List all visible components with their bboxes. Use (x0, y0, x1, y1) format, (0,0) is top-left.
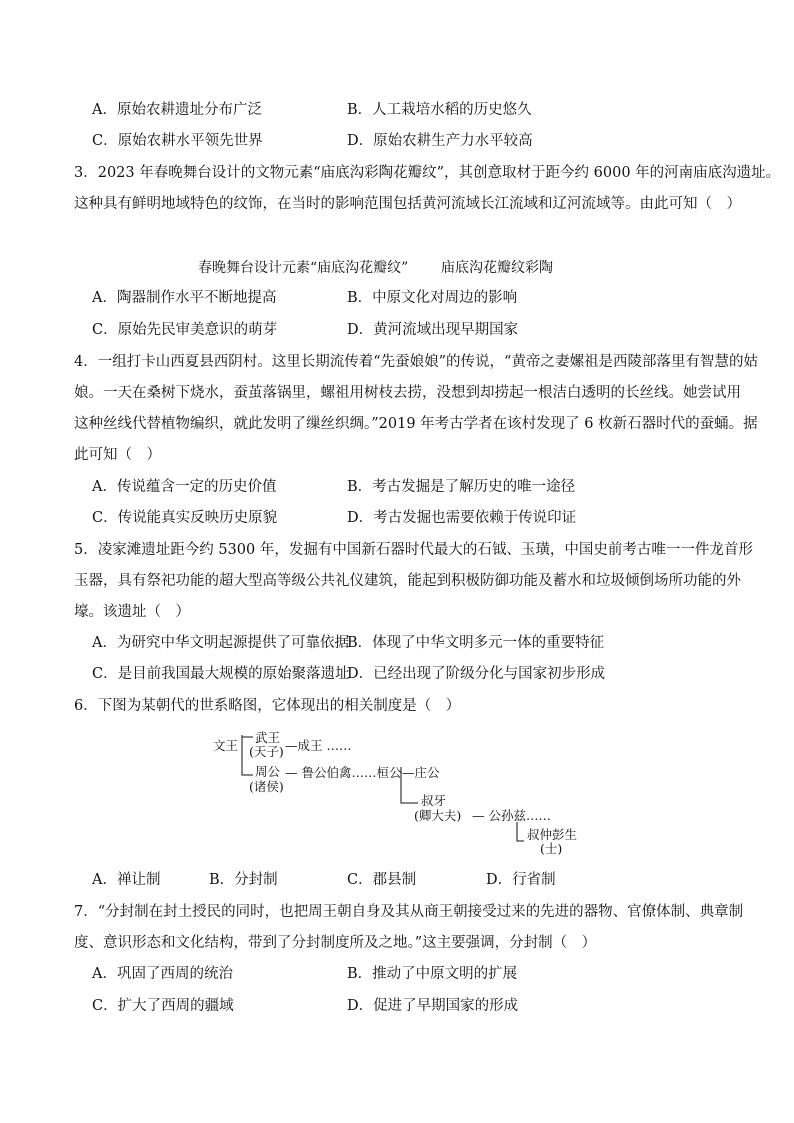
q3-option-c: C．原始先民审美意识的萌芽 (92, 322, 278, 338)
q5-stem-line-2: 玉器，具有祭祀功能的超大型高等级公共礼仪建筑，能起到积极防御功能及蓄水和垃圾倾倒场所功能的外 (74, 573, 741, 589)
q6-option-c: C．郡县制 (347, 872, 417, 888)
q4-option-a: A．传说蕴含一定的历史价值 (92, 479, 277, 495)
q2-option-d: D．原始农耕生产力水平较高 (347, 133, 533, 149)
q6-option-b: B．分封制 (209, 872, 278, 888)
connector-gongsun (517, 822, 524, 841)
node-wenwang: 文王 (213, 738, 239, 753)
node-tianzi: (天子) (249, 744, 284, 759)
q7-option-d: D．促进了早期国家的形成 (347, 998, 519, 1014)
q5-option-d: D．已经出现了阶级分化与国家初步形成 (347, 666, 606, 682)
q3-option-d: D．黄河流域出现早期国家 (347, 322, 519, 338)
q6-option-a: A．禅让制 (92, 872, 161, 888)
q2-option-c: C．原始农耕水平领先世界 (92, 133, 263, 149)
q3-stem-line-2: 这种具有鲜明地域特色的纹饰，在当时的影响范围包括黄河流域长江流域和辽河流域等。由此可知（ ） (74, 196, 741, 212)
q5-option-c: C．是目前我国最大规模的原始聚落遗址 (92, 666, 350, 682)
q4-stem-line-4: 此可知（ ） (74, 447, 161, 463)
node-zhuanggong: —庄公 (402, 765, 440, 780)
node-shuzhong: 叔仲彭生 (527, 827, 578, 842)
node-gongsun: — 公孙兹…… (472, 808, 551, 823)
q4-option-b: B．考古发掘是了解历史的唯一途径 (347, 479, 576, 495)
node-shuya: 叔牙 (421, 793, 447, 808)
q7-option-b: B．推动了中原文明的扩展 (347, 966, 518, 982)
q6-stem-line-1: 6．下图为某朝代的世系略图，它体现出的相关制度是（ ） (74, 698, 461, 714)
q3-option-a: A．陶器制作水平不断地提高 (92, 290, 277, 306)
q7-stem-line-1: 7．“分封制在封土授民的同时，也把周王朝自身及其从商王朝接受过来的先进的器物、官僚体制、典章制 (74, 904, 744, 920)
node-chengwang: —成王 …… (285, 738, 352, 753)
q5-stem-line-3: 壕。该遗址（ ） (74, 604, 190, 620)
node-qingdafu: (卿大夫) (414, 808, 462, 823)
node-lugong: — 鲁公伯禽……桓公 (285, 765, 402, 780)
q7-option-c: C．扩大了西周的疆域 (92, 998, 234, 1014)
node-zhuhou: (诸侯) (249, 779, 284, 794)
q5-stem-line-1: 5．凌家滩遗址距今约 5300 年，发掘有中国新石器时代最大的石钺、玉璜，中国史前考古唯一一件龙首形 (74, 542, 753, 558)
q5-option-a: A．为研究中华文明起源提供了可靠依据 (92, 635, 349, 651)
q4-option-d: D．考古发掘也需要依赖于传说印证 (347, 510, 577, 526)
q7-option-a: A．巩固了西周的统治 (92, 966, 233, 982)
q2-option-a: A．原始农耕遗址分布广泛 (92, 102, 262, 118)
genealogy-diagram (0, 725, 794, 855)
q3-stem-line-1: 3．2023 年春晚舞台设计的文物元素“庙底沟彩陶花瓣纹”，其创意取材于距今约 6000 年的河南庙底沟遗址。 (74, 165, 781, 181)
node-shi: (士) (540, 841, 563, 855)
q4-stem-line-2: 娘。一天在桑树下烧水，蚕茧落锅里，螺祖用树枝去捞，没想到却捞起一根洁白透明的长丝线。她尝试用 (74, 385, 741, 401)
q4-stem-line-3: 这种丝线代替植物编织，就此发明了缫丝织绸。”2019 年考古学者在该村发现了 6 枚新石器时代的蚕蛹。据 (74, 416, 758, 432)
q7-stem-line-2: 度、意识形态和文化结构，带到了分封制度所及之地。”这主要强调，分封制（ ） (74, 935, 597, 951)
q4-stem-line-1: 4．一组打卡山西夏县西阴村。这里长期流传着“先蚕娘娘”的传说，“黄帝之妻嫘祖是西陵部落里有智慧的姑 (74, 354, 758, 370)
q3-option-b: B．中原文化对周边的影响 (347, 290, 518, 306)
q4-option-c: C．传说能真实反映历史原貌 (92, 510, 278, 526)
q3-caption-right: 庙底沟花瓣纹彩陶 (441, 260, 553, 276)
q2-option-b: B．人工栽培水稻的历史悠久 (347, 102, 532, 118)
node-wuwang: 武王 (255, 730, 281, 745)
q3-caption-left: 春晚舞台设计元素“庙底沟花瓣纹” (198, 260, 409, 276)
node-zhougong: 周公 (255, 764, 281, 779)
q5-option-b: B．体现了中华文明多元一体的重要特征 (347, 635, 605, 651)
q6-option-d: D．行省制 (486, 872, 556, 888)
